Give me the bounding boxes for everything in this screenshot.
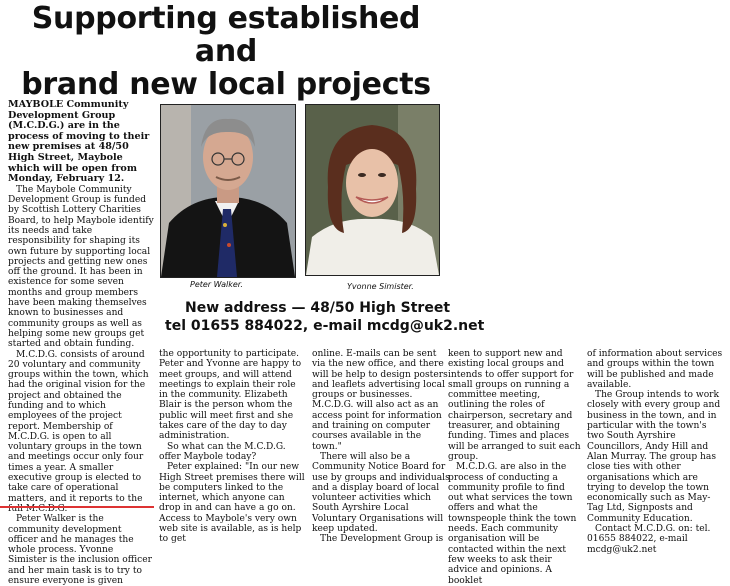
- article-column-2: [159, 349, 305, 545]
- portrait-man-image: [161, 105, 295, 277]
- paragraph: The Development Group is: [320, 534, 444, 545]
- caption-yvonne-simister: Yvonne Simister.: [347, 282, 414, 291]
- paragraph: online. E-mails can be sent via the new office, and there will be help to design posters and leaflets advertising local groups or businesses. M.C.D.G. will also act as an access point for information and training on computer courses available in the town.": [312, 349, 448, 452]
- article-column-5: [587, 349, 725, 555]
- article-column-3: [312, 349, 452, 545]
- bottom-border-rule: [0, 506, 154, 515]
- address-line: New address — 48/50 High Street: [185, 300, 451, 316]
- paragraph: Peter Walker is the community development officer and he manages the whole process. Yvonne Simister is the inclusion officer and her main task is to try to ensure everyone is given: [8, 514, 152, 586]
- address-block: [165, 299, 484, 335]
- paragraph: So what can the M.C.D.G. offer Maybole today?: [159, 441, 286, 462]
- paragraph: The Group intends to work closely with every group and business in the town, and in particular with the town's two South Ayrshire Councillors, Andy Hill and Alan Murray. The group has close ties with other organisations which are trying to develop the town economically such as May-Tag Ltd, Signposts and Community Education.: [587, 390, 721, 524]
- lead-paragraph: MAYBOLE Community Development Group (M.C.D.G.) are in the process of moving to their new premises at 48/50 High Street, Maybole which will be open from Monday, February 12.: [8, 99, 150, 185]
- paragraph: the opportunity to participate. Peter and Yvonne are happy to meet groups, and will attend meetings to explain their role in the community. Elizabeth Blair is the person whom the public will meet first and she takes care of the day to day administration.: [159, 349, 302, 442]
- headline: [0, 2, 452, 101]
- paragraph: M.C.D.G. are also in the process of conducting a community profile to find out what services the town offers and what the townspeople think the town needs. Each community organisation will be contacted within the next few weeks to ask their advice and opinions. A booklet: [448, 462, 577, 586]
- contact-line: tel 01655 884022, e-mail mcdg@uk2.net: [165, 318, 485, 334]
- portrait-woman-image: [306, 105, 439, 275]
- article-column-4: [448, 349, 582, 586]
- paragraph: of information about services and groups within the town will be published and made available.: [587, 349, 723, 390]
- article-column-1: [8, 99, 154, 586]
- paragraph: Contact M.C.D.G. on: tel. 01655 884022, e-mail mcdg@uk2.net: [587, 524, 711, 555]
- headline-line-1: Supporting established and: [31, 1, 421, 69]
- paragraph: Peter explained: "In our new High Street premises there will be computers linked to the internet, which anyone can drop in and can have a go on. Access to Maybole's very own web site is available, as is help to get: [159, 462, 305, 545]
- photo-peter-walker: [160, 104, 296, 278]
- photo-yvonne-simister: [305, 104, 440, 276]
- paragraph: keen to support new and existing local groups and intends to offer support for small groups on running a committee meeting, outlining the roles of chairperson, secretary and treasurer, and obtaining funding. Times and places will be arranged to suit each group.: [448, 349, 581, 462]
- paragraph: M.C.D.G. consists of around 20 voluntary and community groups within the town, which had the original vision for the project and obtained the funding and to which employees of the project report. Membership of M.C.D.G. is open to all voluntary groups in the town and meetings occur only four times a year. A smaller executive group is elected to take care of operational matters, and it reports to the full M.C.D.G.: [8, 349, 149, 514]
- paragraph: The Maybole Community Development Group is funded by Scottish Lottery Charities Board, to help Maybole identify its needs and take responsibility for shaping its own future by supporting local projects and getting new ones off the ground. It has been in existence for some seven months and group members have been making themselves known to businesses and community groups as well as helping some new groups get started and obtain funding.: [8, 184, 154, 350]
- headline-line-2: brand new local projects: [21, 67, 431, 102]
- caption-peter-walker: Peter Walker.: [190, 280, 243, 289]
- paragraph: There will also be a Community Notice Board for use by groups and individuals and a display board of local volunteer activities which South Ayrshire Local Voluntary Organisations will keep updated.: [312, 451, 450, 535]
